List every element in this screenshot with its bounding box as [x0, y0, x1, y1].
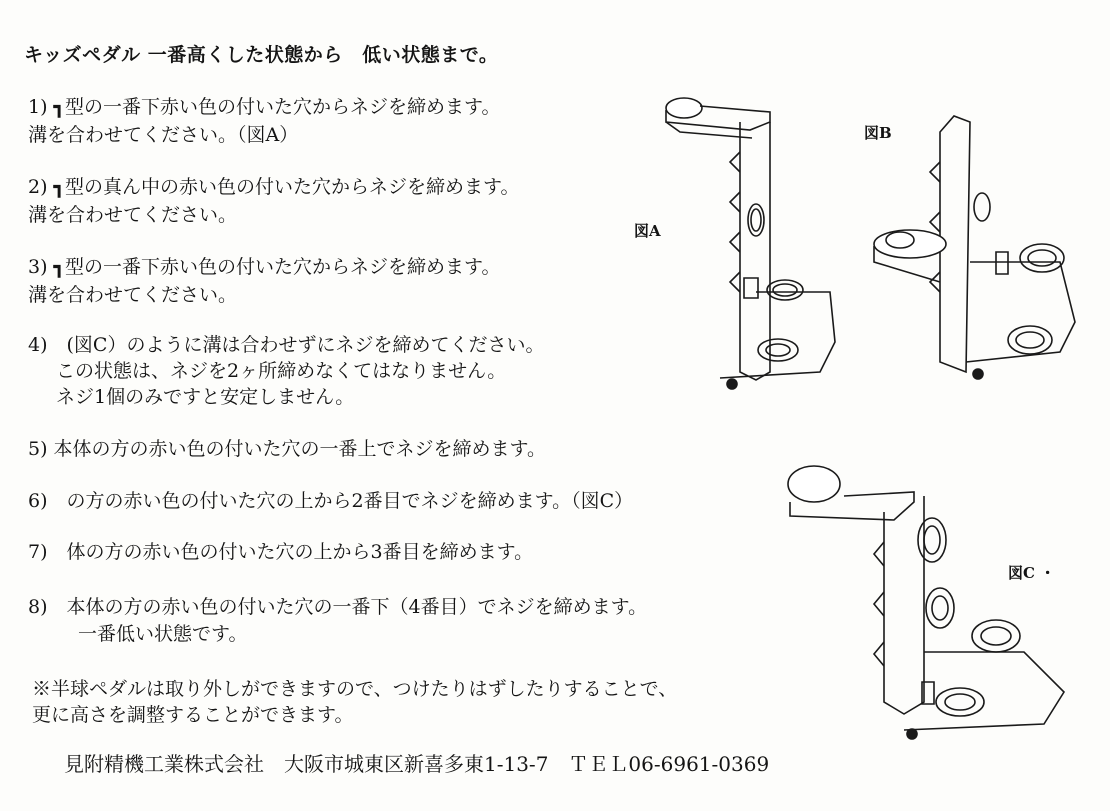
step-1-line-2: 溝を合わせてください。（図A） — [28, 124, 299, 146]
figure-a-label: 図A — [634, 222, 661, 240]
step-3-line-2: 溝を合わせてください。 — [28, 284, 238, 306]
figure-c-label: 図C ・ — [1008, 564, 1056, 582]
step-7-line-1: 7) 体の方の赤い色の付いた穴の上から3番目を締めます。 — [28, 541, 534, 563]
note-line-1: ※半球ペダルは取り外しができますので、つけたりはずしたりすることで、 — [32, 678, 678, 700]
page-title: キッズペダル 一番高くした状態から 低い状態まで。 — [24, 44, 499, 66]
figure-c-pedal-sketch — [784, 462, 1074, 742]
step-2-line-2: 溝を合わせてください。 — [28, 204, 238, 226]
step-5-line-1: 5) 本体の方の赤い色の付いた穴の一番上でネジを締めます。 — [28, 438, 547, 460]
note-line-2: 更に高さを調整することができます。 — [32, 704, 354, 726]
figure-b-label: 図B — [864, 124, 892, 142]
step-8-line-1: 8) 本体の方の赤い色の付いた穴の一番下（4番目）でネジを締めます。 — [28, 596, 648, 618]
figure-a-pedal-sketch — [660, 92, 840, 392]
step-3-line-1: 3) ┓型の一番下赤い色の付いた穴からネジを締めます。 — [28, 256, 501, 278]
step-1-line-1: 1) ┓型の一番下赤い色の付いた穴からネジを締めます。 — [28, 96, 501, 118]
company-footer: 見附精機工業株式会社 大阪市城東区新喜多東1-13-7 ＴＥＬ06-6961-0369 — [64, 752, 770, 776]
step-2-line-1: 2) ┓型の真ん中の赤い色の付いた穴からネジを締めます。 — [28, 176, 520, 198]
step-4-line-2: この状態は、ネジを2ヶ所締めなくてはなりません。 — [56, 360, 507, 382]
step-4-line-3: ネジ1個のみですと安定しません。 — [56, 386, 355, 408]
step-4-line-1: 4) (図C）のように溝は合わせずにネジを締めてください。 — [28, 334, 545, 356]
figure-b-pedal-sketch — [870, 112, 1080, 382]
step-8-line-2: 一番低い状態です。 — [78, 623, 248, 645]
step-6-line-1: 6) の方の赤い色の付いた穴の上から2番目でネジを締めます。（図C） — [28, 490, 634, 512]
